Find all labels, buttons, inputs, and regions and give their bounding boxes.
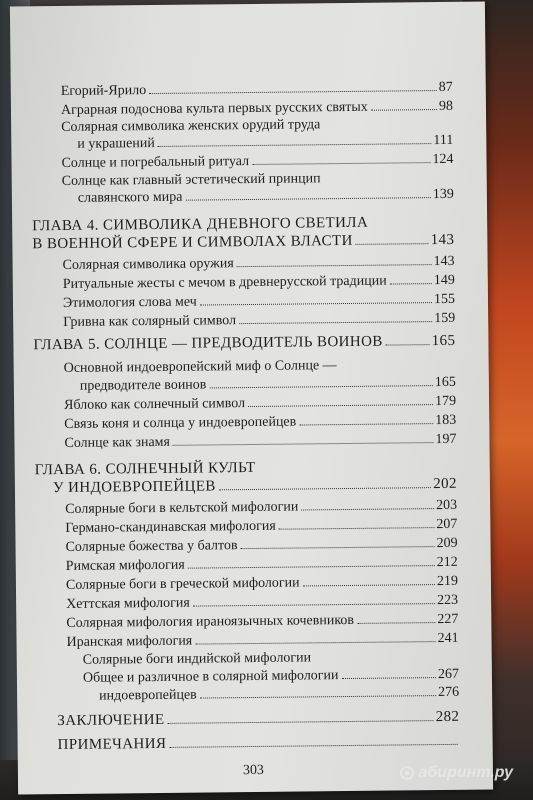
toc-entry: Гривна как солярный символ 159 bbox=[63, 310, 456, 330]
toc-entry: Этимология слова меч 155 bbox=[62, 291, 456, 311]
chapter-entry: ПРИМЕЧАНИЯ bbox=[58, 733, 460, 754]
watermark-text: абиринт.ру bbox=[418, 764, 513, 781]
toc-entry: славянского мира 139 bbox=[77, 186, 454, 206]
toc-entry-line: Солнце как главный эстетический принцип bbox=[61, 171, 321, 189]
toc-entry: Солярная символика оружия 143 bbox=[62, 253, 455, 273]
chapter-entry: В ВОЕННОЙ СФЕРЕ И СИМВОЛАХ ВЛАСТИ 143 bbox=[32, 231, 455, 253]
toc-entry: Римская мифология 212 bbox=[65, 554, 458, 574]
toc-entry: Общее и различное в солярной мифологии 267 bbox=[82, 666, 459, 686]
toc-entry: Хеттская мифология 223 bbox=[66, 592, 459, 612]
toc-entry: индоевропейцев 276 bbox=[99, 684, 460, 704]
chapter-entry: ГЛАВА 5. СОЛНЦЕ — ПРЕДВОДИТЕЛЬ ВОИНОВ 165 bbox=[33, 332, 456, 354]
toc-entry: Ритуальные жесты с мечом в древнерусской традиции 149 bbox=[62, 272, 455, 292]
toc-entry-line: Солярные боги индийской мифологии bbox=[82, 650, 312, 668]
toc-entry: Егорий-Ярило 87 bbox=[60, 79, 453, 99]
book-page bbox=[10, 2, 493, 795]
chapter-entry: У ИНДОЕВРОПЕЙЦЕВ 202 bbox=[52, 475, 457, 497]
chapter-entry: ЗАКЛЮЧЕНИЕ 282 bbox=[57, 708, 460, 730]
toc-entry: Солярные боги в греческой мифологии 219 bbox=[65, 573, 459, 593]
toc-entry-line: Солярная символика женских орудий труда bbox=[61, 117, 321, 135]
toc-entry: Иранская мифология 241 bbox=[66, 630, 459, 650]
toc-entry: Солярные божества у балтов 209 bbox=[65, 535, 458, 555]
chapter-heading: ГЛАВА 4. СИМВОЛИКА ДНЕВНОГО СВЕТИЛА bbox=[32, 214, 369, 235]
page-number: 303 bbox=[242, 762, 264, 779]
toc-entry: Солярные боги в кельтской мифологии 203 bbox=[65, 497, 458, 517]
toc-entry: Связь коня и солнца у индоевропейцев 183 bbox=[64, 412, 457, 432]
toc-entry: предводителе воинов 165 bbox=[79, 374, 456, 394]
labirint-logo-icon bbox=[400, 766, 414, 780]
toc-entry: Аграрная подоснова культа первых русских святых 98 bbox=[60, 98, 454, 118]
chapter-heading: ГЛАВА 6. СОЛНЕЧНЫЙ КУЛЬТ bbox=[34, 459, 256, 479]
toc-entry: Яблоко как солнечный символ 179 bbox=[63, 393, 457, 413]
toc-entry: Солнце и погребальный ритуал 124 bbox=[61, 151, 454, 171]
toc-entry: Германо-скандинавская мифология 207 bbox=[65, 516, 458, 536]
toc-entry: Солярная мифология ираноязычных кочевников 227 bbox=[66, 611, 459, 631]
toc-entry-line: Основной индоевропейский миф о Солнце — bbox=[63, 358, 337, 376]
toc-entry: Солнце как знамя 197 bbox=[64, 431, 457, 451]
watermark bbox=[400, 764, 513, 782]
toc-entry: и украшений 111 bbox=[77, 132, 454, 152]
